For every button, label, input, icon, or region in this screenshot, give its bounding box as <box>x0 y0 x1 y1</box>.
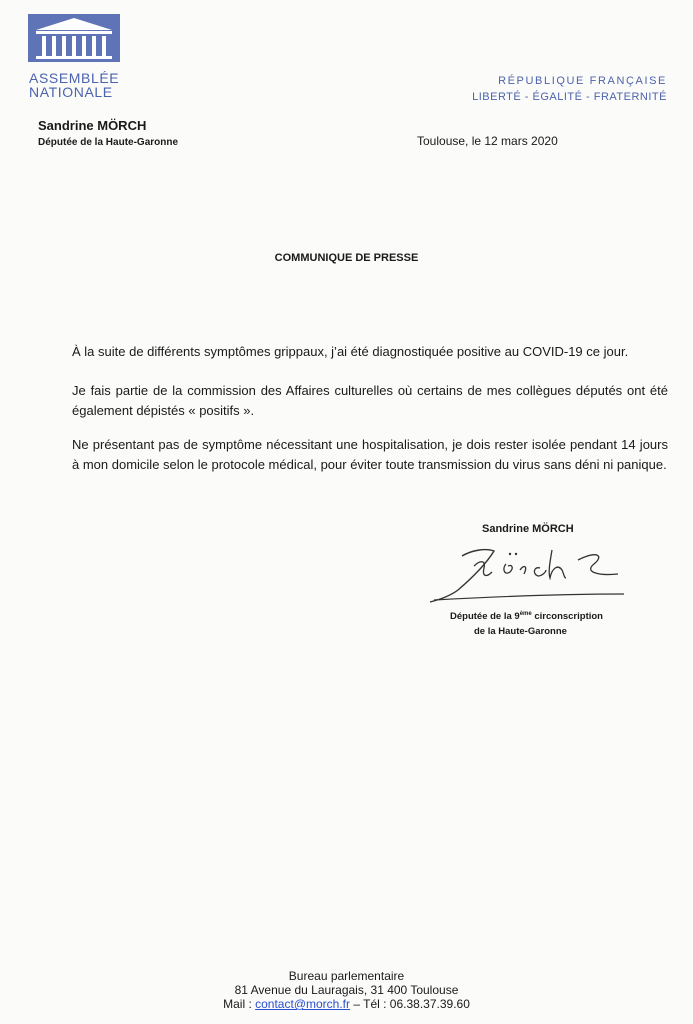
mail-label: Mail : <box>223 997 256 1011</box>
role-prefix: Députée de la 9 <box>450 611 520 623</box>
date-line: Toulouse, le 12 mars 2020 <box>417 134 558 148</box>
signatory-role-line1 <box>450 611 603 622</box>
paragraph-2: Je fais partie de la commission des Affaires culturelles où certains de mes collègues députés ont été également dépistés « positifs ». <box>72 383 668 418</box>
handwritten-signature <box>428 542 628 612</box>
author-role: Députée de la Haute-Garonne <box>38 137 179 148</box>
republic-motto: LIBERTÉ - ÉGALITÉ - FRATERNITÉ <box>472 91 667 103</box>
role-suffix: circonscription <box>531 611 603 623</box>
author-name: Sandrine MÖRCH <box>38 118 147 133</box>
footer-office: Bureau parlementaire <box>288 969 405 983</box>
phone-text: – Tél : 06.38.37.39.60 <box>350 997 470 1011</box>
assemblee-nationale-logo <box>28 14 128 62</box>
republic-title: RÉPUBLIQUE FRANÇAISE <box>498 75 667 87</box>
role-superscript: ème <box>519 611 532 617</box>
logo-text-line1: ASSEMBLÉE <box>29 70 120 86</box>
paragraph-3: Ne présentant pas de symptôme nécessitant une hospitalisation, je dois rester isolée pendant 14 jours à mon domicile selon le protocole médical, pour éviter toute transmission du virus sans déni ni panique. <box>72 437 668 472</box>
signatory-name: Sandrine MÖRCH <box>482 523 574 535</box>
signatory-role-line2: de la Haute-Garonne <box>474 626 567 637</box>
email-link[interactable]: contact@morch.fr <box>255 997 350 1011</box>
document-title: COMMUNIQUE DE PRESSE <box>274 252 419 264</box>
paragraph-1: À la suite de différents symptômes grippaux, j’ai été diagnostiquée positive au COVID-19 ce jour. <box>72 344 629 359</box>
hemicycle-logo-icon <box>28 14 120 62</box>
footer-address: 81 Avenue du Lauragais, 31 400 Toulouse <box>234 983 459 997</box>
logo-text-line2: NATIONALE <box>29 84 113 100</box>
footer-contact <box>0 997 693 1011</box>
